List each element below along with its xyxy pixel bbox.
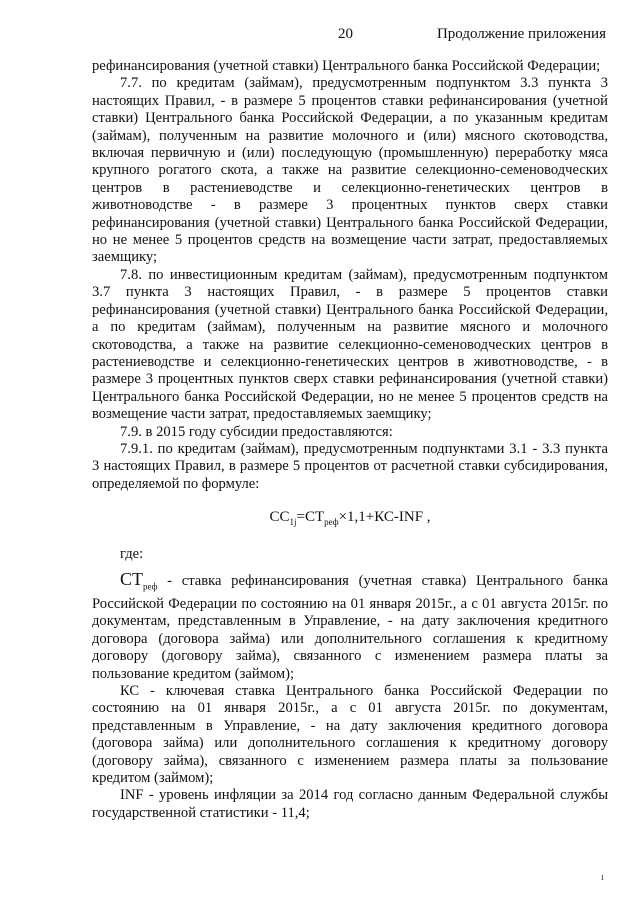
definition-ct-ref-text: - ставка рефинансирования (учетная ставка) Центрального банка Российской Федерации по состоянию на 01 января 2015г., а с 01 августа 2015г. по документам, представленным в Управление, - на дату заключения кредитного договора (договора займа) или дополнительного соглашения к кредитному договору (договору займа), связанного с изменением размера платы за пользование кредитом (займом);	[92, 572, 608, 682]
formula-term-sub: реф	[324, 517, 339, 528]
definition-ct-ref-symbol	[120, 568, 158, 592]
symbol-ct: СТ	[120, 568, 144, 589]
running-title: Продолжение приложения	[436, 26, 606, 42]
formula-rest: ×1,1+КС-INF ,	[338, 509, 431, 526]
where-label: где:	[120, 545, 144, 562]
paragraph-7-7: 7.7. по кредитам (займам), предусмотренным подпунктом 3.3 пункта 3 настоящих Правил, - в размере 5 процентов ставки рефинансирования (учетной ставки) Центрального банка Российской Федерации, а по указанным кредитам (займам), полученным на развитие молочного и (или) мясного скотоводства, включая первичную и (или) последующую (промышленную) переработку мяса крупного рогатого скота, а также на развитие селекционно-семеноводческих центров в растениеводстве и селекционно-генетических центров в животноводстве - в размере 3 процентных пунктов сверх ставки рефинансирования (учетной ставки) Центрального банка Российской Федерации, но не менее 5 процентов средств на возмещение части затрат, предоставляемых заемщику;	[92, 75, 608, 266]
definition-ks: КС - ключевая ставка Центрального банка Российской Федерации по состоянию на 01 января 2015г., а с 01 августа 2015г. по документам, представленным в Управление, - на дату заключения кредитного договора (договора займа) или дополнительного соглашения к кредитному договору (договору займа), связанного с изменением размера платы за пользование кредитом (займом);	[92, 683, 608, 787]
formula-eq: =	[296, 509, 305, 526]
formula-lhs: СС	[269, 509, 290, 526]
page-header	[0, 26, 640, 46]
corner-mark: ı	[601, 872, 604, 883]
formula	[92, 509, 608, 531]
page-number: 20	[338, 26, 353, 42]
symbol-ct-sub: реф	[143, 581, 158, 592]
document-body	[92, 58, 608, 822]
paragraph-7-8: 7.8. по инвестиционным кредитам (займам), предусмотренным подпунктом 3.7 пункта 3 настоящих Правил, - в размере 5 процентов ставки рефинансирования (учетной ставки) Центрального банка Российской Федерации, а по кредитам (займам), полученным на развитие мясного и молочного скотоводства, а также на развитие селекционно-семеноводческих центров в растениеводстве и селекционно-генетических центров в животноводстве, - в размере 3 процентных пунктов сверх ставки рефинансирования (учетной ставки) Центрального банка Российской Федерации, но не менее 5 процентов средств на возмещение части затрат, предоставляемых заемщику;	[92, 266, 608, 423]
definition-inf: INF - уровень инфляции за 2014 год согласно данным Федеральной службы государственной статистики - 11,4;	[92, 787, 608, 821]
paragraph-7-9-1: 7.9.1. по кредитам (займам), предусмотренным подпунктами 3.1 - 3.3 пункта 3 настоящих Правил, в размере 5 процентов от расчетной ставки субсидирования, определяемой по формуле:	[92, 440, 608, 492]
formula-term: СТ	[304, 509, 325, 526]
paragraph-continuation: рефинансирования (учетной ставки) Центрального банка Российской Федерации;	[92, 58, 601, 74]
definition-ct-ref	[92, 568, 608, 683]
formula-lhs-sub: 1j	[289, 517, 297, 528]
paragraph-7-9: 7.9. в 2015 году субсидии предоставляются:	[120, 423, 393, 440]
